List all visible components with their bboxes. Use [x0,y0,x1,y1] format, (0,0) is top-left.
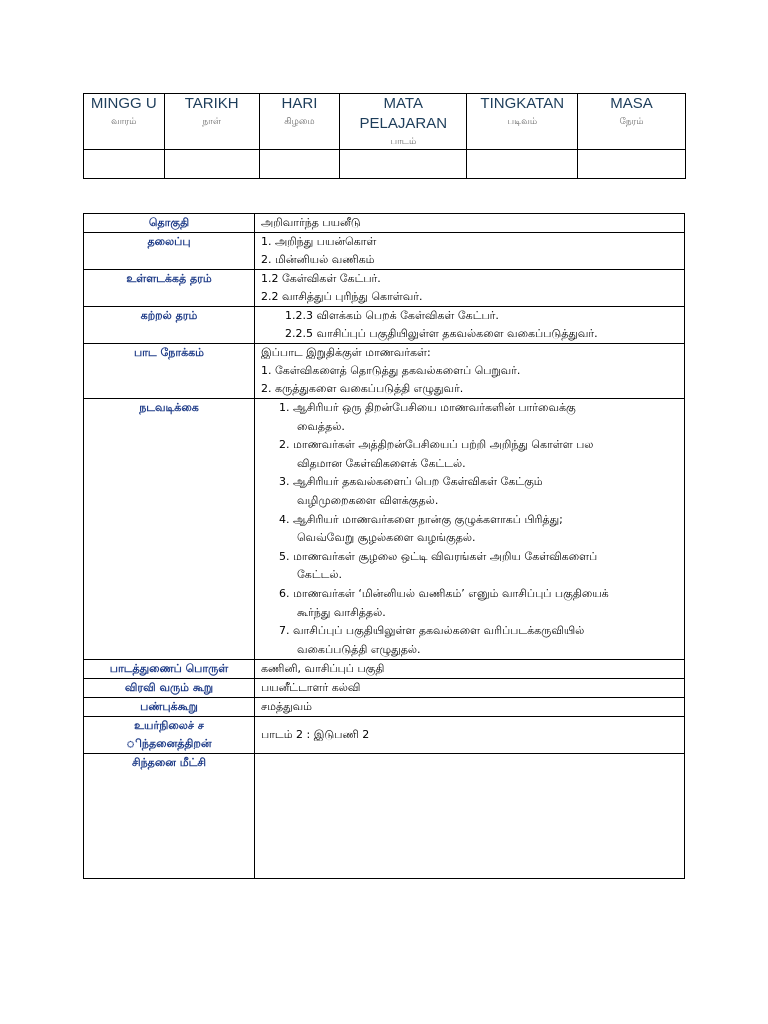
header-col-main: MINGG U [90,95,157,112]
activity-line: கூர்ந்து வாசித்தல். [297,605,386,619]
value-line: கணினி, வாசிப்புப் பகுதி [261,662,385,676]
value-line: 1. கேள்விகளைத் தொடுத்து தகவல்களைப் பெறுவர். [261,364,521,377]
value-line: பாடம் 2 : இடுபணி 2 [261,728,370,742]
row-value-cross-curricular [255,679,685,698]
row-value-content-standard [255,270,685,307]
row-value-activities [255,399,685,660]
activity-line: 5. மாணவர்கள் சூழலை ஒட்டி விவரங்கள் அறிய கேள்விகளைப் [279,549,598,563]
row-label-values: பண்புக்கூறு [84,698,255,717]
value-line: சமத்துவம் [261,700,313,714]
header-col-main: TINGKATAN [480,95,565,112]
row-label-learning-standard: கற்றல் தரம் [84,307,255,344]
activity-item [261,473,684,510]
header-col-week [84,94,165,150]
header-col-subject [340,94,467,150]
activity-line: 2. மாணவர்கள் அத்திறன்பேசியைப் பற்றி அறிந்து கொள்ள பல [279,438,594,452]
label-line: ிந்தனைத்திறன் [126,737,212,751]
header-col-main: TARIKH [184,95,239,112]
header-col-sub: படிவம் [507,117,538,127]
time-value-cell[interactable] [578,150,686,179]
activity-line: 6. மாணவர்கள் ‘மின்னியல் வணிகம்’ எனும் வாசிப்புப் பகுதியைக் [279,586,609,600]
header-col-sub: பாடம் [390,137,417,147]
row-label-objective: பாட நோக்கம் [84,344,255,399]
activity-item [261,622,684,659]
activity-item [261,548,684,585]
day-value-cell[interactable] [259,150,339,179]
row-value-learning-standard [255,307,685,344]
value-line: 1.2 கேள்விகள் கேட்பர். [261,272,381,285]
value-line: 2. மின்னியல் வணிகம் [261,253,375,266]
value-line: 2. கருத்துகளை வகைப்படுத்தி எழுதுவர். [261,382,464,395]
lesson-plan-table [83,213,685,879]
activity-line: வகைப்படுத்தி எழுதுதல். [297,642,421,656]
header-col-main: MASA [610,95,653,112]
activity-line: வைத்தல். [297,419,345,433]
activity-item [261,585,684,622]
reflection-input-cell[interactable] [255,754,685,879]
row-label-content-standard: உள்ளடக்கத் தரம் [84,270,255,307]
label-line: உயர்நிலைச் ச [134,719,204,733]
activity-line: விதமான கேள்விகளைக் கேட்டல். [297,456,466,470]
activity-line: கேட்டல். [297,568,342,582]
row-label-materials: பாடத்துணைப் பொருள் [84,660,255,679]
row-value-topic [255,233,685,270]
row-value-module [255,214,685,233]
form-value-cell[interactable] [467,150,578,179]
row-value-objective [255,344,685,399]
value-line: 1. அறிந்து பயன்கொள் [261,235,377,248]
row-value-hots [255,717,685,754]
header-col-time [578,94,686,150]
date-value-cell[interactable] [164,150,259,179]
activity-line: 7. வாசிப்புப் பகுதியிலுள்ள தகவல்களை வரிப்படக்கருவியில் [279,624,585,638]
header-col-main: MATA PELAJARAN [359,95,448,132]
row-label-module: தொகுதி [84,214,255,233]
header-table [83,93,686,179]
header-col-day [259,94,339,150]
activity-item [261,511,684,548]
header-col-sub: நாள் [202,117,221,127]
row-label-activities: நடவடிக்கை [84,399,255,660]
row-label-topic: தலைப்பு [84,233,255,270]
value-line: பயனீட்டாளர் கல்வி [261,681,361,695]
row-label-cross-curricular: விரவி வரும் கூறு [84,679,255,698]
week-value-cell[interactable] [84,150,165,179]
activity-line: வழிமுறைகளை விளக்குதல். [297,493,439,507]
activity-line: 1. ஆசிரியர் ஒரு திறன்பேசியை மாணவர்களின் பார்வைக்கு [279,401,576,414]
header-col-sub: கிழமை [284,117,315,127]
header-col-date [164,94,259,150]
value-line: 2.2.5 வாசிப்புப் பகுதியிலுள்ள தகவல்களை வகைப்படுத்துவர். [285,327,598,340]
activity-item [261,399,684,436]
row-label-reflection: சிந்தனை மீட்சி [84,754,255,879]
row-value-values [255,698,685,717]
header-col-sub: நேரம் [619,117,644,127]
value-line: இப்பாட இறுதிக்குள் மாணவர்கள்: [261,346,431,359]
row-label-hots [84,717,255,754]
activity-line: 3. ஆசிரியர் தகவல்களைப் பெற கேள்விகள் கேட்கும் [279,475,543,489]
value-line: 2.2 வாசித்துப் புரிந்து கொள்வர். [261,290,423,303]
header-col-main: HARI [281,95,318,112]
activity-item [261,436,684,473]
value-line: அறிவார்ந்த பயனீடு [261,216,361,229]
row-value-materials [255,660,685,679]
activity-line: வெவ்வேறு சூழல்களை வழங்குதல். [297,531,476,545]
value-line: 1.2.3 விளக்கம் பெறக் கேள்விகள் கேட்பர். [285,309,499,322]
subject-value-cell[interactable] [340,150,467,179]
activity-line: 4. ஆசிரியர் மாணவர்களை நான்கு குழுக்களாகப் பிரித்து; [279,512,563,526]
header-col-form [467,94,578,150]
header-col-sub: வாரம் [111,117,137,127]
